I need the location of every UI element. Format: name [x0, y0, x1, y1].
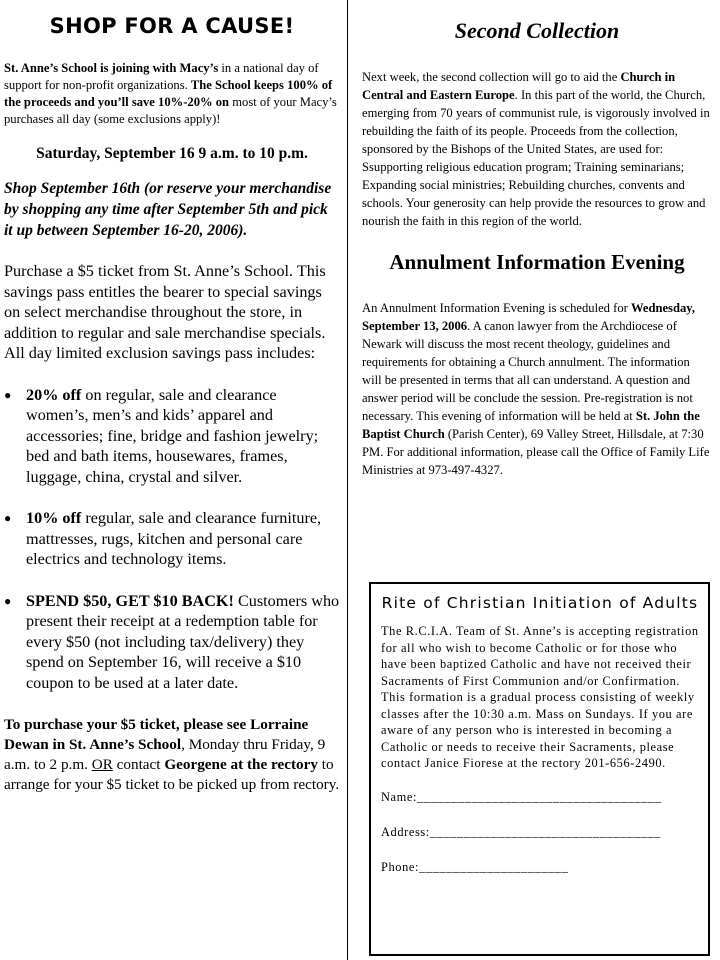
text-run: St. John the Baptist Church	[362, 409, 700, 441]
bullet-text: Customers who present their receipt at a redemption table for every $50 (not including tax/delivery) they spend on September 16, will receive a $10 coupon to be used at a later date.	[26, 591, 340, 692]
text-run: Wednesday, September 13, 2006	[362, 301, 696, 333]
column-divider	[347, 0, 348, 960]
text-run: in a national day of support for non-profit organizations.	[4, 61, 319, 92]
list-item	[4, 508, 340, 570]
text-run: To purchase your $5 ticket, please see Lorraine Dewan in St. Anne’s School	[4, 716, 309, 753]
announcements-column	[362, 10, 712, 479]
name-field: Name:____________________________________	[381, 789, 662, 804]
text-run: St. Anne’s School is joining with Macy’s	[4, 61, 219, 75]
phone-field: Phone:______________________	[381, 859, 569, 874]
rcia-title: Rite of Christian Initiation of Adults	[381, 594, 699, 612]
text-run: contact	[112, 756, 165, 773]
second-collection-title: Second Collection	[454, 18, 620, 43]
list-item	[4, 591, 340, 694]
bullet-icon: ●	[4, 511, 12, 525]
bullet-text: on regular, sale and clearance women’s, men’s and kids’ apparel and accessories; fine, bridge and fashion jewelry; bed and bath items, housewares, frames, luggage, china, crystal and silver.	[26, 385, 319, 486]
text-run: Georgene at the rectory	[164, 756, 318, 773]
bullet-lead: 20% off	[26, 385, 82, 404]
shop-for-a-cause-column	[4, 10, 340, 795]
text-run: to arrange for your $5 ticket to be picked up from rectory.	[4, 756, 340, 793]
ticket-description: Purchase a $5 ticket from St. Anne’s School. This savings pass entitles the bearer to special savings on select merchandise throughout the store, in addition to regular and sale merchandise specials. All day limited exclusion savings pass includes:	[4, 262, 326, 362]
text-run: . A canon lawyer from the Archdiocese of Newark will discuss the most recent theology, guidelines and requirements for obtaining a Church annulment. The information will be presented in terms that all can understand. A question and answer period will be conclude the session. Pre-registration is not necessary. This evening of information will be held at	[362, 319, 693, 423]
text-run: OR	[91, 756, 113, 773]
bullet-icon: ●	[4, 593, 12, 608]
text-run: . In this part of the world, the Church, emerging from 70 years of communist rule, is vigorously involved in rebuilding the faith of its people. Proceeds from the collection, sponsored by the Bishops of the United States, are used for: Ssupporting religious education program; Training seminarians; Expanding social ministries; Rebuilding churches, convents and schools. Your generosity can help provide the resources to grow and nourish the faith in this region of the world.	[362, 88, 710, 228]
bullet-icon: ●	[4, 387, 12, 402]
purchase-instructions	[4, 715, 340, 795]
second-collection-body	[362, 68, 712, 230]
text-run: Church in Central and Eastern Europe	[362, 70, 676, 102]
bullet-lead: SPEND $50, GET $10 BACK!	[26, 591, 234, 610]
text-run: An Annulment Information Evening is scheduled for	[362, 301, 631, 315]
list-item	[4, 385, 340, 488]
shop-intro	[4, 60, 340, 128]
savings-list	[4, 385, 340, 694]
text-run: most of your Macy’s purchases all day (some exclusions apply)!	[4, 95, 337, 126]
text-run: Next week, the second collection will go to aid the	[362, 70, 621, 84]
text-run: , Monday thru Friday, 9 a.m. to 2 p.m.	[4, 736, 326, 773]
annulment-body	[362, 299, 712, 479]
bullet-text: regular, sale and clearance furniture, mattresses, rugs, kitchen and personal care electrics and technology items.	[26, 509, 322, 568]
shop-title: SHOP FOR A CAUSE!	[49, 14, 295, 38]
shop-date: Saturday, September 16 9 a.m. to 10 p.m.	[36, 145, 308, 162]
rcia-body: The R.C.I.A. Team of St. Anne’s is accepting registration for all who wish to become Catholic or for those who have been baptized Catholic and have not received their Sacraments of First Communion and/or Confirmation. This formation is a gradual process consisting of weekly classes after the 10:30 a.m. Mass on Sundays. If you are aware of any person who is interested in becoming a Catholic or needs to receive their Sacraments, please contact Janice Fiorese at the rectory 201-656-2490.	[381, 624, 699, 770]
text-run: (Parish Center), 69 Valley Street, Hillsdale, at 7:30 PM. For additional information, please call the Office of Family Life Ministries at 973-497-4327.	[362, 427, 710, 477]
shop-reserve-note: Shop September 16th (or reserve your merchandise by shopping any time after September 5th and pick it up between September 16-20, 2006).	[4, 180, 332, 239]
annulment-title: Annulment Information Evening	[389, 250, 685, 274]
text-run: The School keeps 100% of the proceeds and you’ll save 10%-20% on	[4, 78, 333, 109]
rcia-box	[369, 582, 710, 956]
address-field: Address:__________________________________	[381, 824, 661, 839]
bullet-lead: 10% off	[26, 509, 82, 527]
